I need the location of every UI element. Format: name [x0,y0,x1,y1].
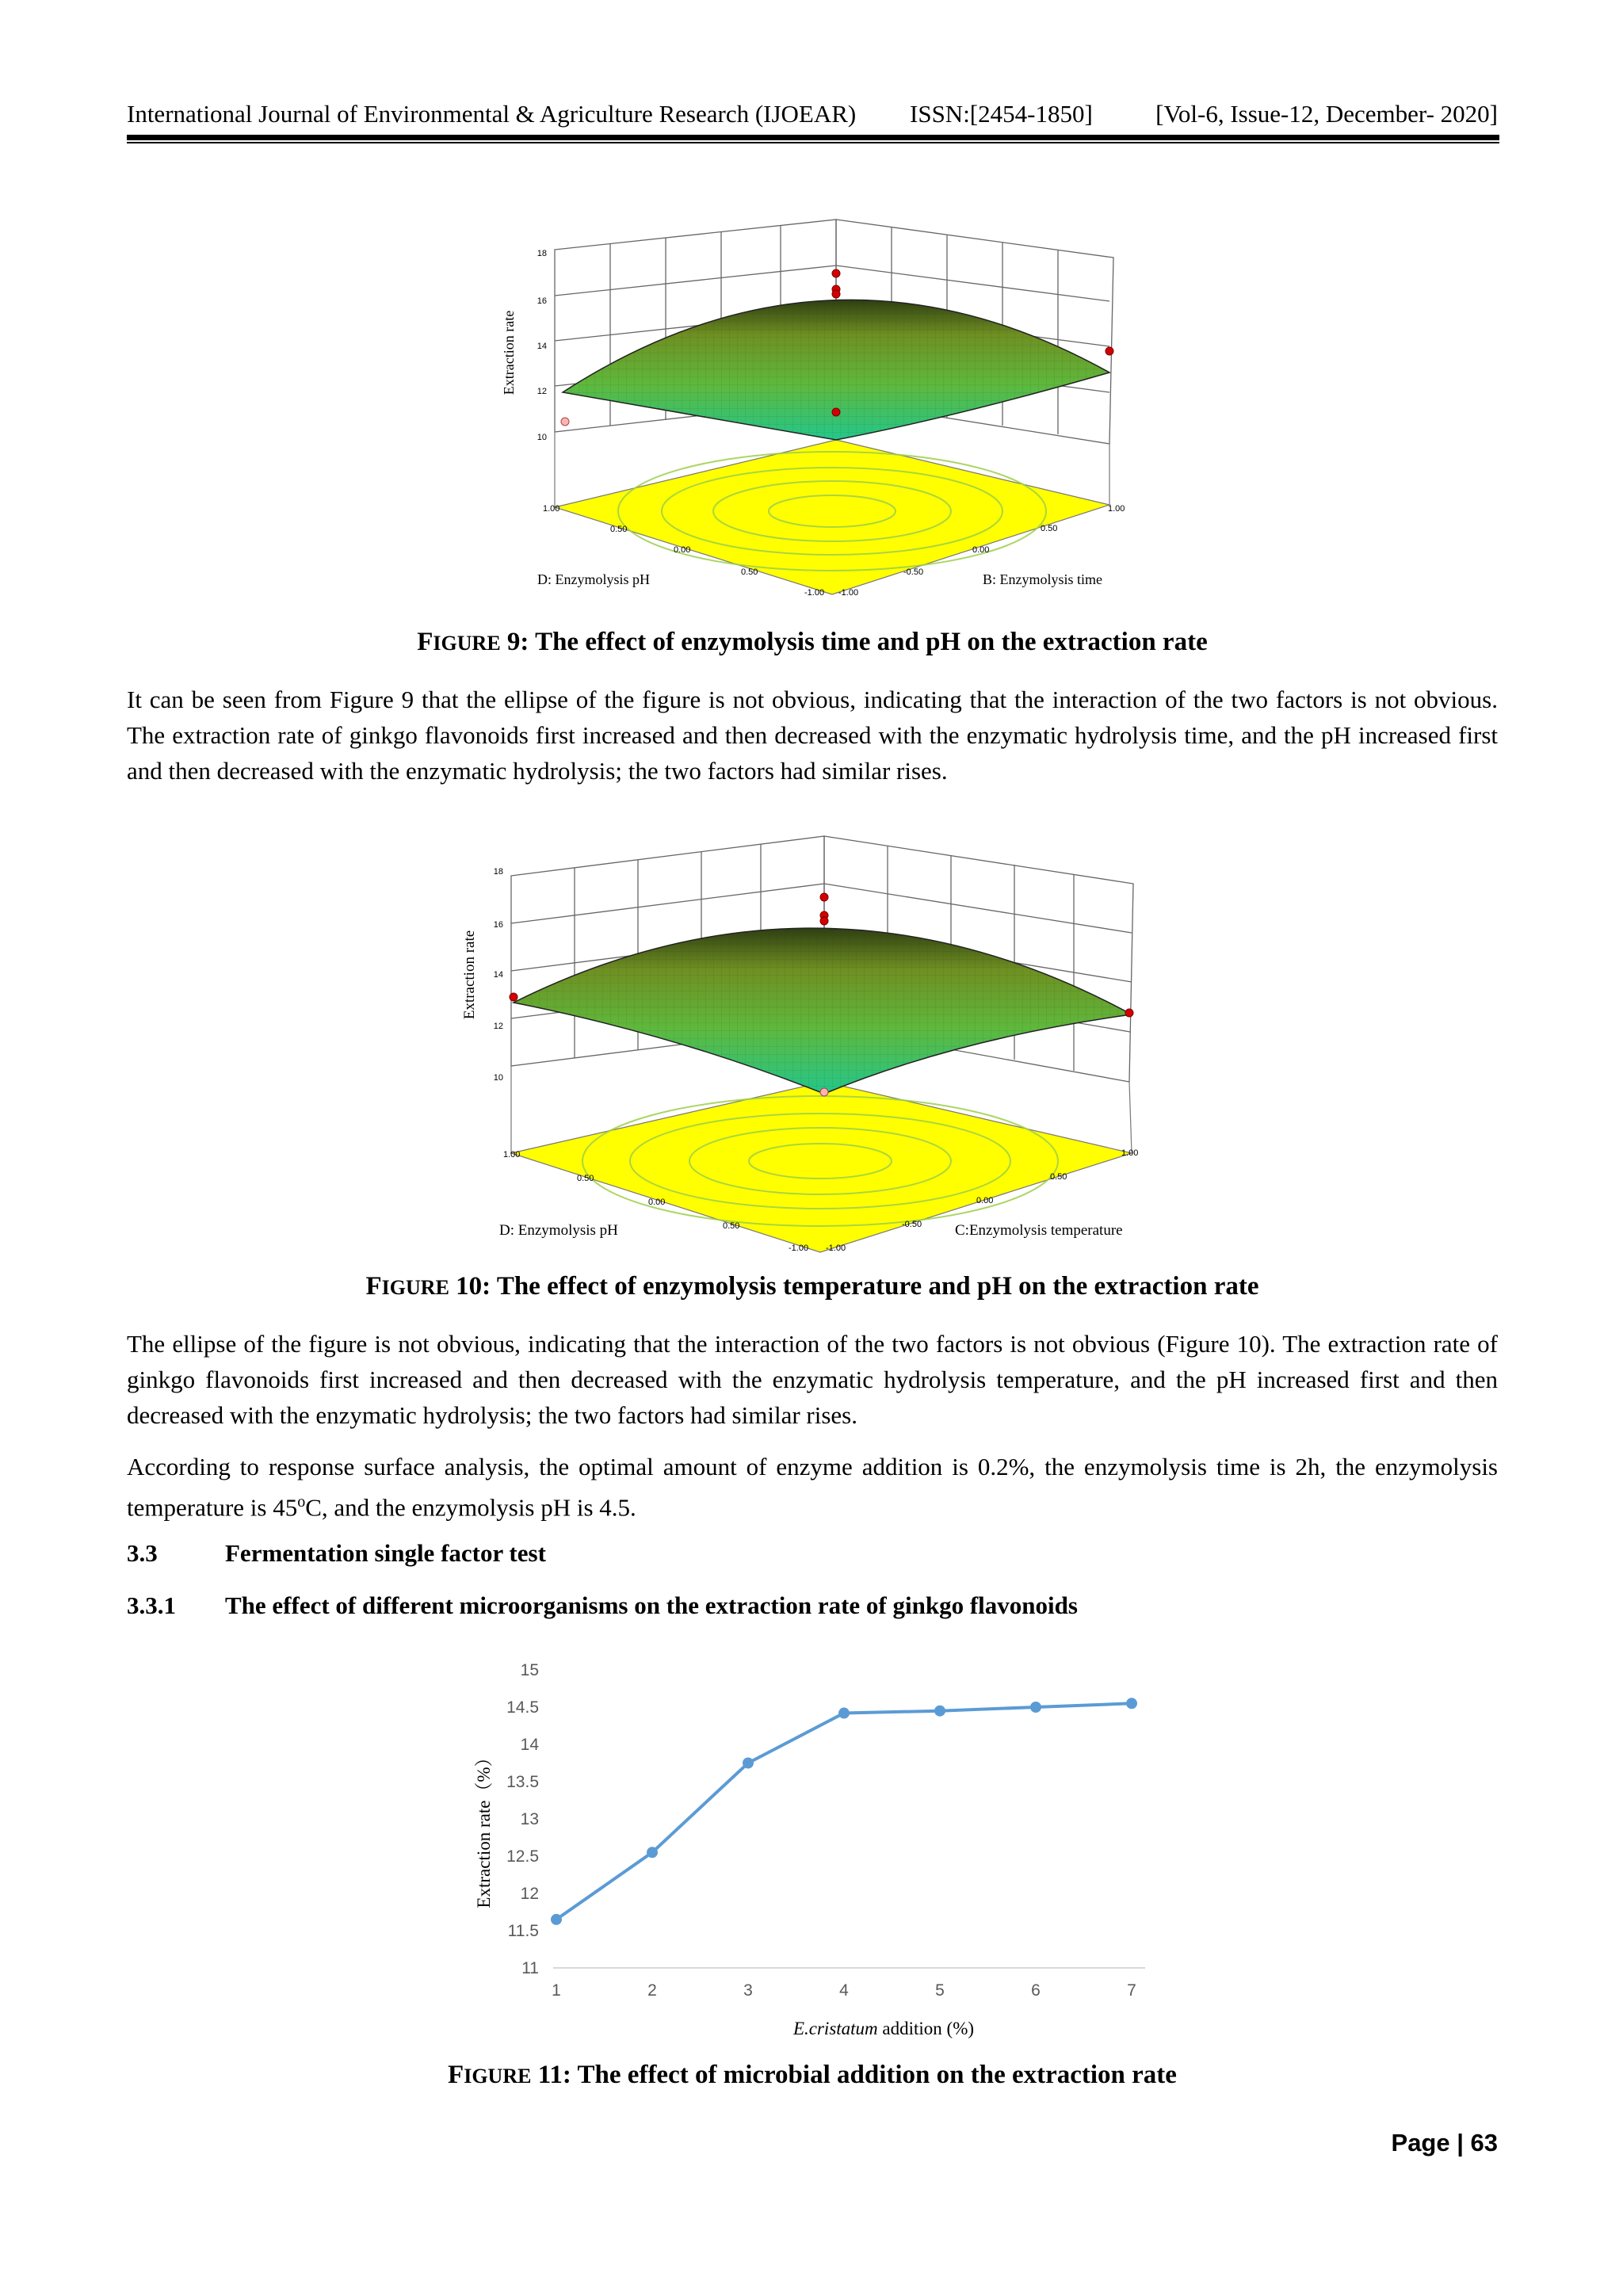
section-3-3-1-heading: 3.3.1 The effect of different microorganisms on the extraction rate of ginkgo flavonoids [127,1591,1078,1619]
x-tick-label: 6 [1031,1981,1041,2000]
journal-name: International Journal of Environmental & Agriculture Research (IJOEAR) [127,100,857,128]
y-tick-label: 13.5 [506,1773,539,1791]
issn: ISSN:[2454-1850] [910,100,1093,128]
figure-10-left-axis-label: D: Enzymolysis pH [499,1222,618,1239]
svg-text:0.50: 0.50 [723,1221,740,1231]
paragraph-1: It can be seen from Figure 9 that the ellipse of the figure is not obvious, indicating that the interaction of the two factors is not obvious. The extraction rate of ginkgo flavonoids first increased and then decreased with the enzymatic hydrolysis time, and the pH increased first and then decreased with the enzymatic hydrolysis; the two factors had similar rises. [127,686,1498,785]
data-point [743,1758,754,1769]
data-point [934,1706,945,1717]
x-tick-labels [552,1981,1136,2000]
figure-10-surface-plot [452,824,1165,1260]
figure-10-caption: FIGURE 10: The effect of enzymolysis temperature and pH on the extraction rate [365,1272,1259,1301]
svg-text:-1.00: -1.00 [789,1244,809,1253]
svg-text:0.50: 0.50 [741,567,758,577]
svg-text:0.50: 0.50 [610,525,628,534]
paragraph-3: According to response surface analysis, the optimal amount of enzyme addition is 0.2%, the enzymolysis time is 2h, the enzymolysis temperature is 45$^o$C, and the enzymolysis pH is 4.5. [127,1453,1498,1522]
y-axis-label: Extraction rate（%） [474,1748,494,1908]
svg-text:1.00: 1.00 [543,504,560,514]
svg-text:1.00: 1.00 [1108,504,1125,514]
paragraph-2: The ellipse of the figure is not obvious, indicating that the interaction of the two factors is not obvious (Figure 10). The extraction rate of ginkgo flavonoids first increased and then decreased with the enzymatic hydrolysis temperature, and the pH increased first and then decreased with the enzymatic hydrolysis; the two factors had similar rises. [127,1330,1498,1429]
header-rule [127,135,1499,140]
figure-9-z-label: Extraction rate [501,310,517,395]
x-tick-label: 5 [935,1981,945,2000]
svg-text:16: 16 [537,296,547,306]
svg-text:0.00: 0.00 [972,545,990,555]
svg-text:14: 14 [537,342,547,351]
y-tick-label: 15 [520,1661,539,1679]
data-point [1126,1698,1137,1709]
y-tick-label: 14.5 [506,1698,539,1717]
volume-issue: [Vol-6, Issue-12, December- 2020] [1155,100,1498,128]
page-number: Page | 63 [1391,2129,1498,2157]
y-tick-labels [506,1661,539,1977]
svg-text:0.00: 0.00 [976,1196,994,1205]
data-point [647,1847,658,1858]
svg-text:-1.00: -1.00 [804,588,825,598]
svg-text:0.50: 0.50 [1041,524,1058,533]
header-rule-thin [127,142,1499,143]
svg-text:10: 10 [493,1073,503,1083]
figure-9-surface-plot [499,210,1133,606]
figure-9-left-axis-label: D: Enzymolysis pH [537,571,650,587]
x-tick-label: 4 [839,1981,849,2000]
y-tick-label: 14 [520,1736,539,1754]
figure-10-z-label: Extraction rate [461,930,478,1020]
svg-text:18: 18 [537,249,547,258]
svg-text:0.00: 0.00 [674,545,691,555]
y-tick-label: 12.5 [506,1847,539,1866]
svg-text:-0.50: -0.50 [902,1220,922,1229]
y-tick-label: 12 [520,1885,539,1903]
y-tick-label: 11.5 [507,1922,539,1940]
x-tick-label: 3 [743,1981,753,2000]
y-tick-label: 11 [521,1959,539,1977]
svg-text:14: 14 [493,970,503,980]
figure-10-right-axis-label: C:Enzymolysis temperature [955,1222,1123,1239]
svg-text:1.00: 1.00 [503,1150,521,1159]
y-tick-label: 13 [520,1810,539,1828]
svg-text:-1.00: -1.00 [826,1244,846,1253]
figure-11-caption: FIGURE 11: The effect of microbial addition on the extraction rate [448,2061,1177,2089]
svg-text:18: 18 [493,867,503,877]
svg-text:12: 12 [537,387,547,396]
svg-text:0.50: 0.50 [1050,1172,1067,1182]
figure-9-caption: FIGURE 9: The effect of enzymolysis time and pH on the extraction rate [417,628,1208,656]
series-line [556,1703,1132,1920]
svg-text:-1.00: -1.00 [838,588,859,598]
x-axis-label: E.cristatum addition (%) [792,2019,975,2038]
x-tick-label: 1 [552,1981,561,2000]
svg-text:1.00: 1.00 [1121,1148,1139,1158]
svg-text:0.50: 0.50 [577,1174,594,1183]
figure-11-line-chart [468,1652,1181,2049]
series-points [551,1698,1137,1925]
svg-text:10: 10 [537,433,547,442]
svg-text:16: 16 [493,920,503,930]
svg-text:-0.50: -0.50 [903,567,924,577]
data-point [551,1914,562,1925]
running-header [127,95,1498,135]
svg-text:12: 12 [493,1022,503,1031]
data-point [1030,1702,1041,1713]
x-tick-label: 2 [647,1981,657,2000]
x-tick-label: 7 [1127,1981,1136,2000]
data-point [838,1708,850,1719]
section-3-3-heading: 3.3 Fermentation single factor test [127,1539,546,1567]
figure-9-right-axis-label: B: Enzymolysis time [983,571,1102,587]
svg-text:0.00: 0.00 [648,1198,666,1207]
